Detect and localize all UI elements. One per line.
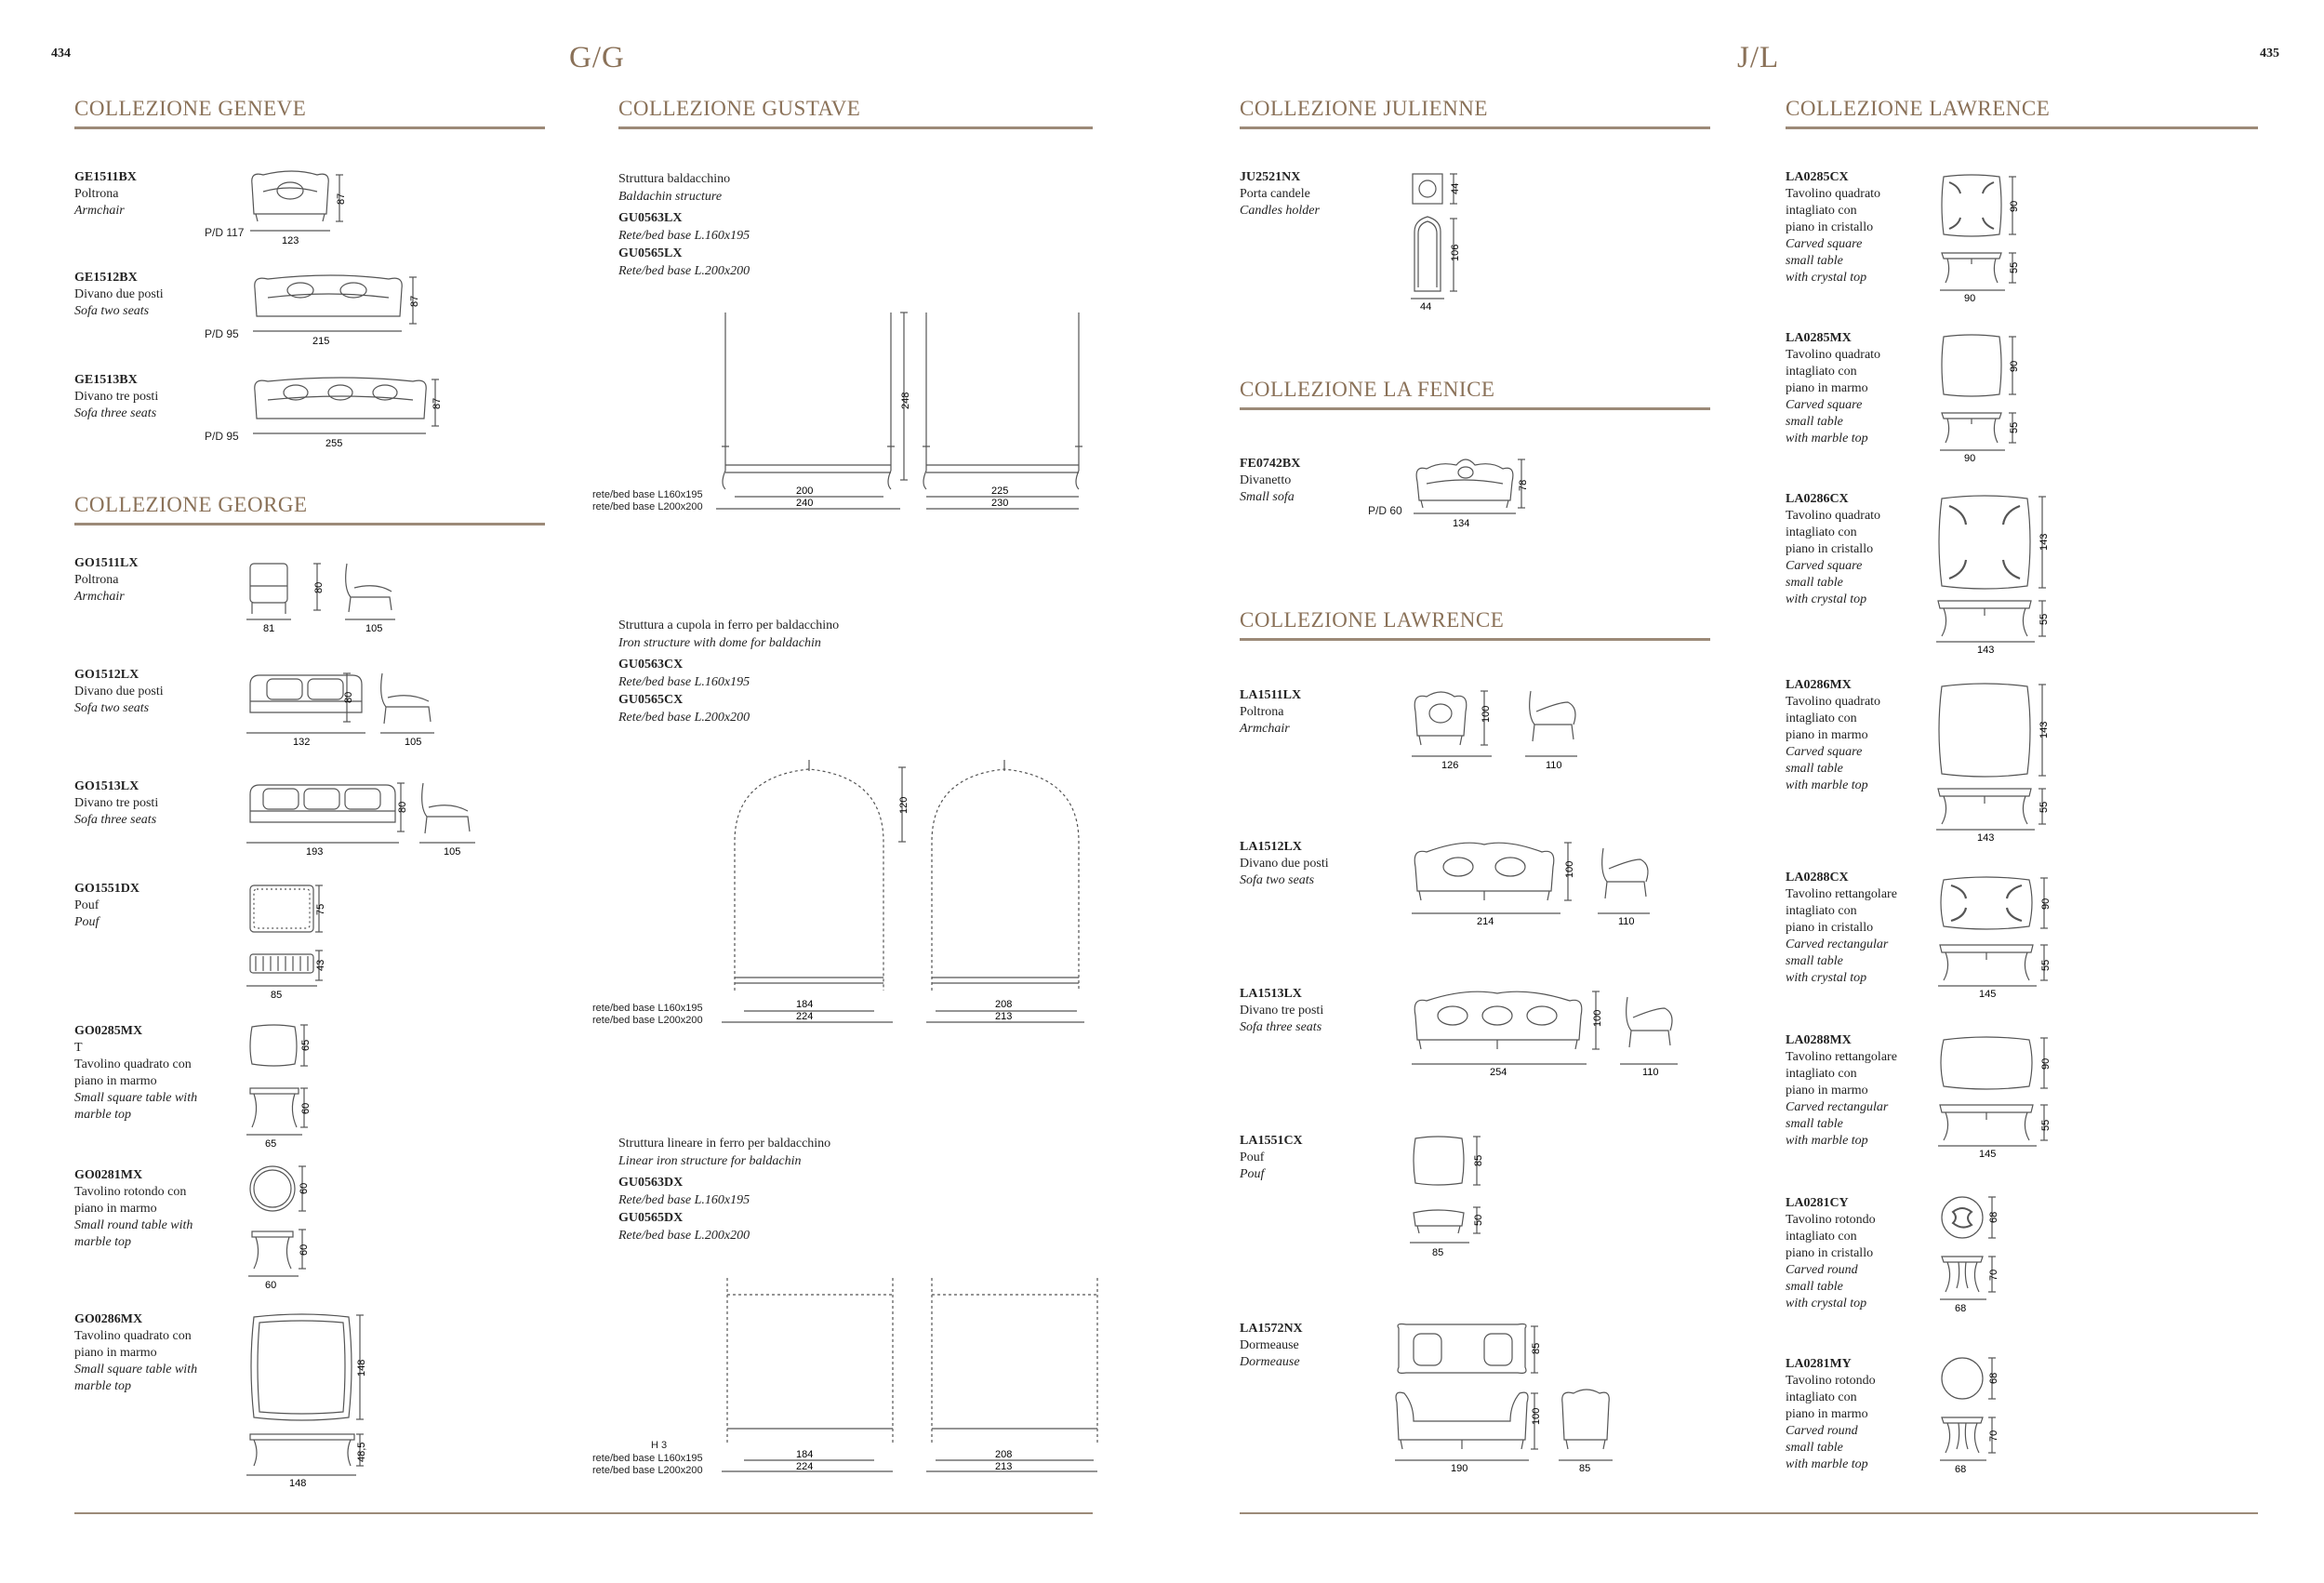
small-sofa-drawing (1412, 452, 1542, 536)
svg-text:190: 190 (1451, 1463, 1468, 1474)
svg-text:55: 55 (2040, 959, 2052, 971)
svg-text:193: 193 (306, 846, 324, 858)
svg-text:106: 106 (1450, 244, 1461, 261)
svg-text:55: 55 (2038, 613, 2050, 625)
carved-square-crystal-table-drawing (1940, 173, 2033, 303)
product-fe0742bx: FE0742BX Divanetto Small sofa (1240, 457, 1301, 504)
svg-text:145: 145 (1979, 1149, 1997, 1160)
svg-text:60: 60 (299, 1244, 310, 1256)
bed-base-labels: rete/bed base L160x195 rete/bed base L200x200 (592, 1003, 703, 1026)
svg-text:87: 87 (336, 193, 347, 205)
svg-text:143: 143 (2038, 533, 2050, 551)
depth-label: P/D 117 (205, 226, 245, 239)
candle-holder-drawing (1409, 170, 1483, 314)
svg-text:60: 60 (299, 1182, 310, 1194)
svg-text:123: 123 (282, 235, 299, 246)
product-ju2521nx: JU2521NX Porta candele Candles holder (1240, 170, 1320, 218)
bed-base-labels: rete/bed base L160x195 rete/bed base L200x200 (592, 489, 703, 512)
large-square-table-drawing (246, 1310, 377, 1489)
svg-text:85: 85 (1432, 1247, 1444, 1258)
george-heading: COLLEZIONE GEORGE (74, 493, 545, 525)
svg-text:110: 110 (1618, 916, 1635, 927)
product-la0286mx: LA0286MX Tavolino quadrato intagliato con piano in marmo Carved square small table with marble top (1786, 678, 1881, 792)
product-go1513lx: GO1513LX Divano tre posti Sofa three seats (74, 779, 159, 827)
svg-text:240: 240 (796, 498, 814, 509)
gustave-heading: COLLEZIONE GUSTAVE (618, 97, 1093, 129)
gustave-linear-text: Struttura lineare in ferro per baldacchino Linear iron structure for baldachin GU0563DX Rete/bed base L.160x195 GU0565DX Rete/bed base L.200x200 (618, 1137, 831, 1243)
svg-text:68: 68 (1955, 1464, 1967, 1475)
svg-text:230: 230 (991, 498, 1009, 509)
product-go0285mx: GO0285MX T Tavolino quadrato con piano in marmo Small square table with marble top (74, 1024, 198, 1122)
svg-text:43: 43 (315, 959, 326, 971)
carved-rect-crystal-table-drawing (1938, 874, 2059, 1000)
svg-text:143: 143 (1977, 645, 1995, 656)
svg-text:80: 80 (313, 581, 325, 593)
svg-text:100: 100 (1564, 860, 1575, 878)
svg-text:145: 145 (1979, 989, 1997, 1000)
square-table-drawing (246, 1021, 330, 1151)
product-la0288cx: LA0288CX Tavolino rettangolare intagliato con piano in cristallo Carved rectangular small table with crystal top (1786, 871, 1897, 985)
product-la0288mx: LA0288MX Tavolino rettangolare intagliato con piano in marmo Carved rectangular small table with marble top (1786, 1033, 1897, 1148)
carved-round-crystal-table-drawing (1940, 1195, 2024, 1321)
svg-text:100: 100 (1531, 1407, 1542, 1425)
lafenice-heading: COLLEZIONE LA FENICE (1240, 378, 1710, 410)
svg-text:248: 248 (900, 392, 911, 409)
armchair-drawing (246, 167, 349, 256)
lawrence-heading: COLLEZIONE LAWRENCE (1240, 608, 1710, 641)
svg-text:213: 213 (995, 1461, 1013, 1472)
svg-text:50: 50 (1473, 1214, 1484, 1226)
product-la1551cx: LA1551CX Pouf Pouf (1240, 1134, 1303, 1181)
svg-text:44: 44 (1420, 301, 1432, 313)
height-label: H 3 (651, 1440, 668, 1451)
svg-text:208: 208 (995, 999, 1013, 1010)
svg-text:208: 208 (995, 1449, 1013, 1460)
linear-structure-drawing (716, 1274, 1107, 1488)
sofa-three-front-side-drawing (246, 779, 507, 858)
svg-text:80: 80 (397, 801, 408, 813)
product-la1512lx: LA1512LX Divano due posti Sofa two seats (1240, 840, 1329, 887)
left-page-number: 434 (51, 47, 71, 60)
svg-text:148: 148 (356, 1359, 367, 1377)
product-go1512lx: GO1512LX Divano due posti Sofa two seats (74, 668, 164, 715)
svg-text:55: 55 (2009, 261, 2020, 273)
product-go0286mx: GO0286MX Tavolino quadrato con piano in marmo Small square table with marble top (74, 1312, 198, 1393)
svg-text:68: 68 (1955, 1303, 1967, 1314)
dormeuse-drawing (1391, 1319, 1633, 1477)
carved-pouf-drawing (1410, 1133, 1503, 1263)
product-ge1511bx: GE1511BX Poltrona Armchair (74, 170, 137, 218)
depth-label: P/D 95 (205, 430, 239, 443)
carved-square-crystal-table-large-drawing (1936, 493, 2057, 656)
svg-text:100: 100 (1481, 705, 1492, 723)
depth-label: P/D 60 (1368, 504, 1402, 517)
svg-text:224: 224 (796, 1011, 814, 1022)
right-page-bottom-rule (1240, 1512, 2258, 1514)
product-la1572nx: LA1572NX Dormeause Dormeause (1240, 1322, 1303, 1369)
svg-text:90: 90 (2009, 200, 2020, 212)
depth-label: P/D 95 (205, 327, 239, 340)
carved-sofa-two-drawing (1410, 835, 1680, 928)
svg-text:224: 224 (796, 1461, 814, 1472)
lawrence-tables-heading: COLLEZIONE LAWRENCE (1786, 97, 2258, 129)
svg-text:60: 60 (300, 1102, 312, 1114)
svg-text:81: 81 (263, 623, 275, 634)
svg-text:68: 68 (1988, 1211, 1999, 1223)
product-go1551dx: GO1551DX Pouf Pouf (74, 882, 139, 929)
svg-text:70: 70 (1988, 1269, 1999, 1281)
svg-text:184: 184 (796, 1449, 814, 1460)
svg-text:110: 110 (1546, 760, 1562, 771)
carved-square-marble-table-drawing (1940, 333, 2033, 463)
svg-text:87: 87 (409, 295, 420, 307)
product-la1511lx: LA1511LX Poltrona Armchair (1240, 688, 1302, 736)
svg-text:87: 87 (432, 397, 443, 409)
gustave-dome-text: Struttura a cupola in ferro per baldacchino Iron structure with dome for baldachin GU0563CX Rete/bed base L.160x195 GU0565CX Rete/bed base L.200x200 (618, 619, 840, 725)
svg-text:214: 214 (1477, 916, 1494, 927)
gustave-baldachin-text: Struttura baldacchino Baldachin structure GU0563LX Rete/bed base L.160x195 GU0565LX Rete/bed base L.200x200 (618, 172, 750, 278)
julienne-heading: COLLEZIONE JULIENNE (1240, 97, 1710, 129)
svg-text:90: 90 (2040, 898, 2052, 910)
product-la0281cy: LA0281CY Tavolino rotondo intagliato con piano in cristallo Carved round small table with crystal top (1786, 1196, 1876, 1310)
dome-structure-drawing (716, 758, 1107, 1022)
svg-text:200: 200 (796, 486, 814, 497)
svg-text:143: 143 (1977, 832, 1995, 844)
armchair-front-side-drawing (246, 560, 423, 634)
left-page-bottom-rule (74, 1512, 1093, 1514)
svg-text:75: 75 (315, 903, 326, 915)
svg-text:143: 143 (2038, 721, 2050, 738)
carved-square-marble-table-large-drawing (1936, 681, 2057, 844)
svg-text:132: 132 (293, 737, 311, 748)
svg-text:215: 215 (312, 336, 330, 347)
svg-text:60: 60 (265, 1280, 277, 1291)
product-la0285cx: LA0285CX Tavolino quadrato intagliato con piano in cristallo Carved square small table with crystal top (1786, 170, 1881, 285)
right-section-letters: J/L (1737, 41, 1780, 74)
sofa-two-drawing (249, 270, 426, 358)
svg-text:126: 126 (1441, 760, 1459, 771)
svg-text:55: 55 (2038, 801, 2050, 813)
baldachin-structure-drawing (707, 307, 1097, 521)
svg-text:48,5: 48,5 (356, 1442, 367, 1462)
sofa-two-front-side-drawing (246, 670, 479, 749)
product-la0281my: LA0281MY Tavolino rotondo intagliato con piano in marmo Carved round small table with marble top (1786, 1357, 1876, 1471)
svg-text:80: 80 (343, 691, 354, 703)
svg-text:90: 90 (2040, 1058, 2052, 1070)
svg-text:65: 65 (265, 1138, 277, 1150)
svg-text:90: 90 (2009, 360, 2020, 372)
svg-text:70: 70 (1988, 1430, 1999, 1442)
sofa-three-drawing (249, 372, 449, 460)
svg-text:90: 90 (1964, 453, 1976, 464)
svg-text:255: 255 (325, 438, 343, 449)
carved-round-marble-table-drawing (1940, 1356, 2024, 1482)
svg-text:44: 44 (1450, 182, 1461, 194)
pouf-drawing (246, 882, 339, 1003)
product-la0285mx: LA0285MX Tavolino quadrato intagliato con piano in marmo Carved square small table with marble top (1786, 331, 1881, 446)
svg-text:78: 78 (1518, 479, 1529, 491)
svg-text:148: 148 (289, 1478, 307, 1489)
svg-text:100: 100 (1592, 1009, 1603, 1027)
carved-rect-marble-table-drawing (1938, 1034, 2059, 1160)
svg-text:105: 105 (444, 846, 461, 858)
product-ge1513bx: GE1513BX Divano tre posti Sofa three seats (74, 373, 159, 420)
svg-text:55: 55 (2040, 1119, 2052, 1131)
svg-text:184: 184 (796, 999, 814, 1010)
product-ge1512bx: GE1512BX Divano due posti Sofa two seats (74, 271, 164, 318)
product-la0286cx: LA0286CX Tavolino quadrato intagliato con piano in cristallo Carved square small table with crystal top (1786, 492, 1881, 606)
svg-text:110: 110 (1642, 1067, 1659, 1078)
product-go0281mx: GO0281MX Tavolino rotondo con piano in marmo Small round table with marble top (74, 1168, 193, 1249)
svg-text:254: 254 (1490, 1067, 1507, 1078)
product-la1513lx: LA1513LX Divano tre posti Sofa three seats (1240, 987, 1324, 1034)
svg-text:55: 55 (2009, 421, 2020, 433)
svg-text:120: 120 (898, 796, 910, 814)
svg-text:85: 85 (1473, 1154, 1484, 1166)
svg-text:85: 85 (1579, 1463, 1591, 1474)
geneve-heading: COLLEZIONE GENEVE (74, 97, 545, 129)
left-section-letters: G/G (569, 41, 625, 74)
product-go1511lx: GO1511LX Poltrona Armchair (74, 556, 139, 604)
svg-text:105: 105 (365, 623, 383, 634)
round-table-drawing (246, 1164, 330, 1290)
carved-sofa-three-drawing (1410, 984, 1707, 1077)
svg-text:68: 68 (1988, 1372, 1999, 1384)
svg-text:213: 213 (995, 1011, 1013, 1022)
bed-base-labels: rete/bed base L160x195 rete/bed base L200x200 (592, 1453, 703, 1476)
svg-text:85: 85 (1531, 1342, 1542, 1354)
right-page-number: 435 (2260, 47, 2279, 60)
svg-text:85: 85 (271, 990, 283, 1001)
svg-text:65: 65 (300, 1039, 312, 1051)
carved-armchair-drawing (1410, 684, 1633, 772)
svg-text:225: 225 (991, 486, 1009, 497)
svg-text:90: 90 (1964, 293, 1976, 304)
svg-text:134: 134 (1453, 518, 1470, 529)
svg-text:105: 105 (405, 737, 422, 748)
